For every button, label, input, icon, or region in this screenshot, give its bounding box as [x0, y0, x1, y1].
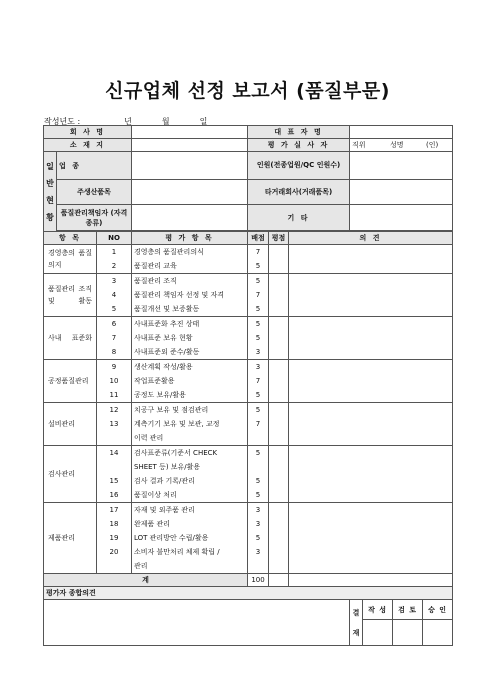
- evaluator-value: [350, 139, 453, 152]
- score: 5: [255, 320, 261, 328]
- col-opinion: 의 견: [289, 232, 453, 245]
- score: 5: [255, 334, 261, 342]
- item-no: 6: [111, 320, 117, 328]
- summary-row: [44, 587, 453, 600]
- company-name-label: 회 사 명: [44, 126, 132, 139]
- eval-item-cont: 이력 관리: [134, 434, 164, 442]
- section-row: [44, 446, 453, 503]
- rating-cell[interactable]: [269, 503, 289, 574]
- total-score: 100: [248, 574, 269, 587]
- item-no: 14: [109, 449, 119, 457]
- col-score: 배점: [248, 232, 269, 245]
- eval-item: 검사 결과 기록/관리: [134, 477, 195, 485]
- item-no: 4: [111, 291, 117, 299]
- item-no: 18: [109, 520, 119, 528]
- section-row: [44, 360, 453, 403]
- year-label: 년: [124, 117, 132, 126]
- review-label: 검 토: [393, 600, 423, 620]
- eval-item: 사내표준외 준수/활동: [134, 348, 200, 356]
- opinion-cell[interactable]: [289, 274, 453, 317]
- score: 7: [255, 377, 261, 385]
- side-char: 반: [46, 178, 54, 188]
- summary-opinion-area[interactable]: [44, 600, 350, 646]
- opinion-cell[interactable]: [289, 503, 453, 574]
- approval-label-text: 결재: [352, 608, 360, 637]
- signature-row: [44, 600, 453, 620]
- other-clients-value[interactable]: [350, 180, 453, 205]
- info-row: [44, 152, 453, 180]
- info-row: [44, 205, 453, 231]
- rating-cell[interactable]: [269, 446, 289, 503]
- column-header-row: [44, 232, 453, 245]
- item-no: 20: [109, 548, 119, 556]
- etc-value[interactable]: [350, 205, 453, 231]
- score: 5: [255, 305, 261, 313]
- date-label: 작성년도 :: [44, 117, 81, 126]
- score: 3: [255, 520, 261, 528]
- eval-item: 사내표준 보유 현황: [134, 334, 193, 342]
- eval-item: 계측기기 보유 및 보관, 교정: [134, 420, 220, 428]
- representative-label: 대 표 자 명: [248, 126, 350, 139]
- company-name-value[interactable]: [132, 126, 248, 139]
- score: 5: [255, 534, 261, 542]
- eval-item: 자재 및 외주품 관리: [134, 506, 195, 514]
- evaluator-name-label: 성명: [390, 141, 404, 149]
- score: 3: [255, 363, 261, 371]
- month-label: 월: [161, 117, 170, 126]
- eval-item: 치공구 보유 및 점검관리: [134, 406, 209, 414]
- total-rating[interactable]: [269, 574, 289, 587]
- eval-item: 완제품 관리: [134, 520, 171, 528]
- approval-label: [350, 600, 363, 646]
- score: 3: [255, 348, 261, 356]
- etc-label: 기 타: [248, 205, 350, 231]
- rating-cell[interactable]: [269, 274, 289, 317]
- main-product-value[interactable]: [132, 180, 248, 205]
- author-label: 작 성: [363, 600, 393, 620]
- col-no: NO: [97, 232, 132, 245]
- item-no: 17: [109, 506, 119, 514]
- item-no: 16: [109, 491, 119, 499]
- summary-label: 평가자 종합의견: [44, 587, 453, 600]
- score: 5: [255, 449, 261, 457]
- section-row: [44, 317, 453, 360]
- rating-cell[interactable]: [269, 245, 289, 274]
- eval-item: 공정도 보유/활용: [134, 391, 186, 399]
- eval-item: 품질개선 및 보증활동: [134, 305, 200, 313]
- section-row: [44, 274, 453, 317]
- category-label: 사내 표준화: [44, 317, 97, 360]
- rating-cell[interactable]: [269, 403, 289, 446]
- score: 5: [255, 277, 261, 285]
- section-row: [44, 503, 453, 574]
- opinion-cell[interactable]: [289, 317, 453, 360]
- item-no: 8: [111, 348, 117, 356]
- qm-manager-value[interactable]: [132, 205, 248, 231]
- eval-item: 품질관리 책임자 선정 및 자격: [134, 291, 225, 299]
- item-no: 12: [109, 406, 119, 414]
- category-label: 설비관리: [44, 403, 97, 446]
- score: 5: [255, 406, 261, 414]
- score: 5: [255, 477, 261, 485]
- info-row: [44, 139, 453, 152]
- eval-item: 품질관리 조직: [134, 277, 177, 285]
- item-no: 11: [109, 391, 119, 399]
- eval-item: 생산계획 작성/활용: [134, 363, 193, 371]
- score: 3: [255, 506, 261, 514]
- rating-cell[interactable]: [269, 360, 289, 403]
- total-row: [44, 574, 453, 587]
- eval-item: 소비자 불만처리 체제 확립 /: [134, 548, 220, 556]
- page-title: 신규업체 선정 보고서 (품질부문): [105, 80, 390, 102]
- evaluator-position-label: 직위: [352, 141, 366, 149]
- eval-item: 사내표준화 추진 상태: [134, 320, 200, 328]
- category-label: 검사관리: [44, 446, 97, 503]
- score: 7: [255, 420, 261, 428]
- total-label: 계: [44, 574, 248, 587]
- eval-item-cont: 관리: [134, 562, 148, 570]
- category-label: 품질관리 조직 및 활동: [44, 274, 97, 317]
- side-char: 현: [46, 195, 54, 205]
- opinion-cell[interactable]: [289, 403, 453, 446]
- day-label: 일: [199, 117, 208, 126]
- score: 5: [255, 262, 261, 270]
- seal-label: (인): [426, 141, 439, 149]
- address-value[interactable]: [132, 139, 248, 152]
- opinion-cell[interactable]: [289, 360, 453, 403]
- category-label: 공정품질관리: [44, 360, 97, 403]
- side-char: 일: [46, 161, 54, 171]
- score: 3: [255, 548, 261, 556]
- rating-cell[interactable]: [269, 317, 289, 360]
- category-label: 경영층의 품질의지: [44, 245, 97, 274]
- report-table: [43, 125, 453, 646]
- business-type-label: 업 종: [57, 152, 132, 180]
- author-signature-box[interactable]: [363, 620, 393, 646]
- score: 5: [255, 491, 261, 499]
- total-opinion[interactable]: [289, 574, 453, 587]
- info-row: [44, 126, 453, 139]
- item-no: 15: [109, 477, 119, 485]
- side-char: 황: [46, 212, 54, 222]
- evaluator-label: 평 가 실 사 자: [248, 139, 350, 152]
- score: 7: [255, 248, 261, 256]
- item-no: 1: [111, 248, 117, 256]
- opinion-cell[interactable]: [289, 446, 453, 503]
- item-no: 9: [111, 363, 117, 371]
- review-signature-box[interactable]: [393, 620, 423, 646]
- approve-label: 승 인: [423, 600, 453, 620]
- item-no: 7: [111, 334, 117, 342]
- item-no: 2: [111, 262, 117, 270]
- eval-item: 작업표준활용: [134, 377, 175, 385]
- eval-item: 경영층의 품질관리의식: [134, 248, 204, 256]
- eval-item: 품질이상 처리: [134, 491, 177, 499]
- item-no: 5: [111, 305, 117, 313]
- col-rating: 평점: [269, 232, 289, 245]
- representative-value[interactable]: [350, 126, 453, 139]
- approve-signature-box[interactable]: [423, 620, 453, 646]
- info-row: [44, 180, 453, 205]
- item-no: 10: [109, 377, 119, 385]
- other-clients-label: 타거래회사(거래품목): [248, 180, 350, 205]
- col-item: 항 목: [44, 232, 97, 245]
- score: 7: [255, 291, 261, 299]
- section-row: [44, 245, 453, 274]
- headcount-value[interactable]: [350, 152, 453, 180]
- general-status-side-label: [44, 152, 57, 232]
- headcount-label: 인원(전종업원/QC 인원수): [248, 152, 350, 180]
- section-row: [44, 403, 453, 446]
- business-type-value[interactable]: [132, 152, 248, 180]
- qm-manager-label: 품질관리책임자 (자격종류): [57, 205, 132, 231]
- eval-item-cont: SHEET 등) 보유/활용: [134, 463, 201, 471]
- opinion-cell[interactable]: [289, 245, 453, 274]
- score: 5: [255, 391, 261, 399]
- main-product-label: 주생산품목: [57, 180, 132, 205]
- eval-item: 품질관리 교육: [134, 262, 177, 270]
- col-eval-item: 평 가 항 목: [132, 232, 248, 245]
- eval-item: 검사표준류(기준서 CHECK: [134, 449, 218, 457]
- category-label: 제품관리: [44, 503, 97, 574]
- item-no: 19: [109, 534, 119, 542]
- eval-item: LOT 관리방안 수립/활용: [134, 534, 209, 542]
- item-no: 13: [109, 420, 119, 428]
- item-no: 3: [111, 277, 117, 285]
- address-label: 소 재 지: [44, 139, 132, 152]
